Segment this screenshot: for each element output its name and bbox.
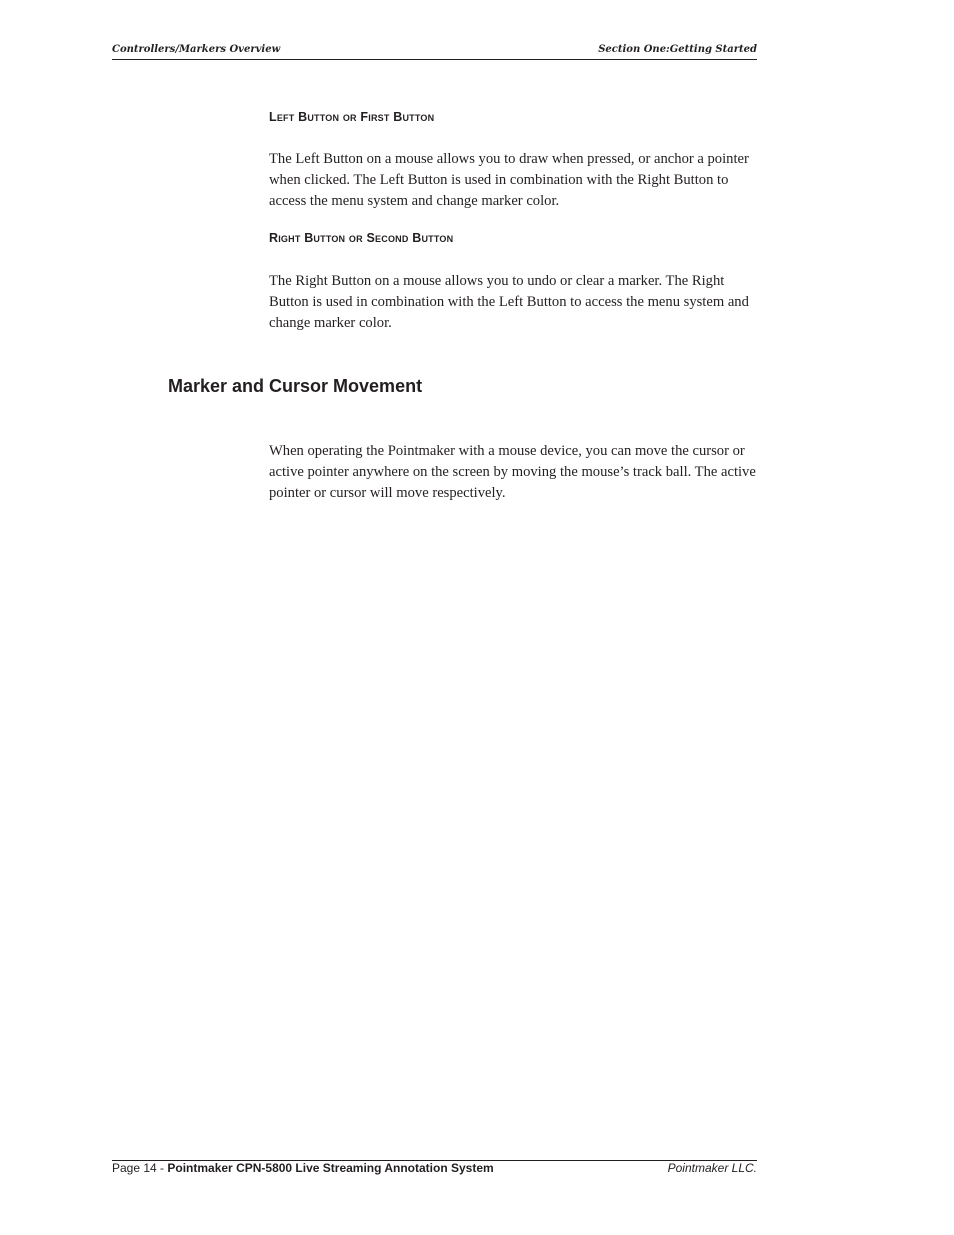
- page-footer: [112, 1160, 757, 1179]
- footer-company: Pointmaker LLC.: [667, 1161, 757, 1175]
- page-header: [112, 43, 757, 60]
- header-chapter-title: Controllers/Markers Overview: [112, 44, 281, 55]
- left-button-heading: Left Button or First Button: [269, 110, 435, 124]
- left-button-paragraph: The Left Button on a mouse allows you to draw when pressed, or anchor a pointer when clicked. The Left Button is used in combination with the Right Button to access the menu system and change marker color.: [269, 151, 749, 209]
- footer-page-number: Page 14 -: [112, 1161, 168, 1175]
- footer-page-info: [112, 1161, 494, 1175]
- section-title: Marker and Cursor Movement: [168, 376, 423, 396]
- footer-product-name: Pointmaker CPN-5800 Live Streaming Annotation System: [167, 1161, 494, 1175]
- right-button-paragraph: The Right Button on a mouse allows you to undo or clear a marker. The Right Button is used in combination with the Left Button to access the menu system and change marker color.: [269, 273, 749, 331]
- right-button-heading: Right Button or Second Button: [269, 231, 454, 245]
- header-section-title: Section One:Getting Started: [598, 44, 757, 55]
- marker-movement-paragraph: When operating the Pointmaker with a mouse device, you can move the cursor or active pointer anywhere on the screen by moving the mouse’s track ball. The active pointer or cursor will move respectively.: [269, 443, 756, 501]
